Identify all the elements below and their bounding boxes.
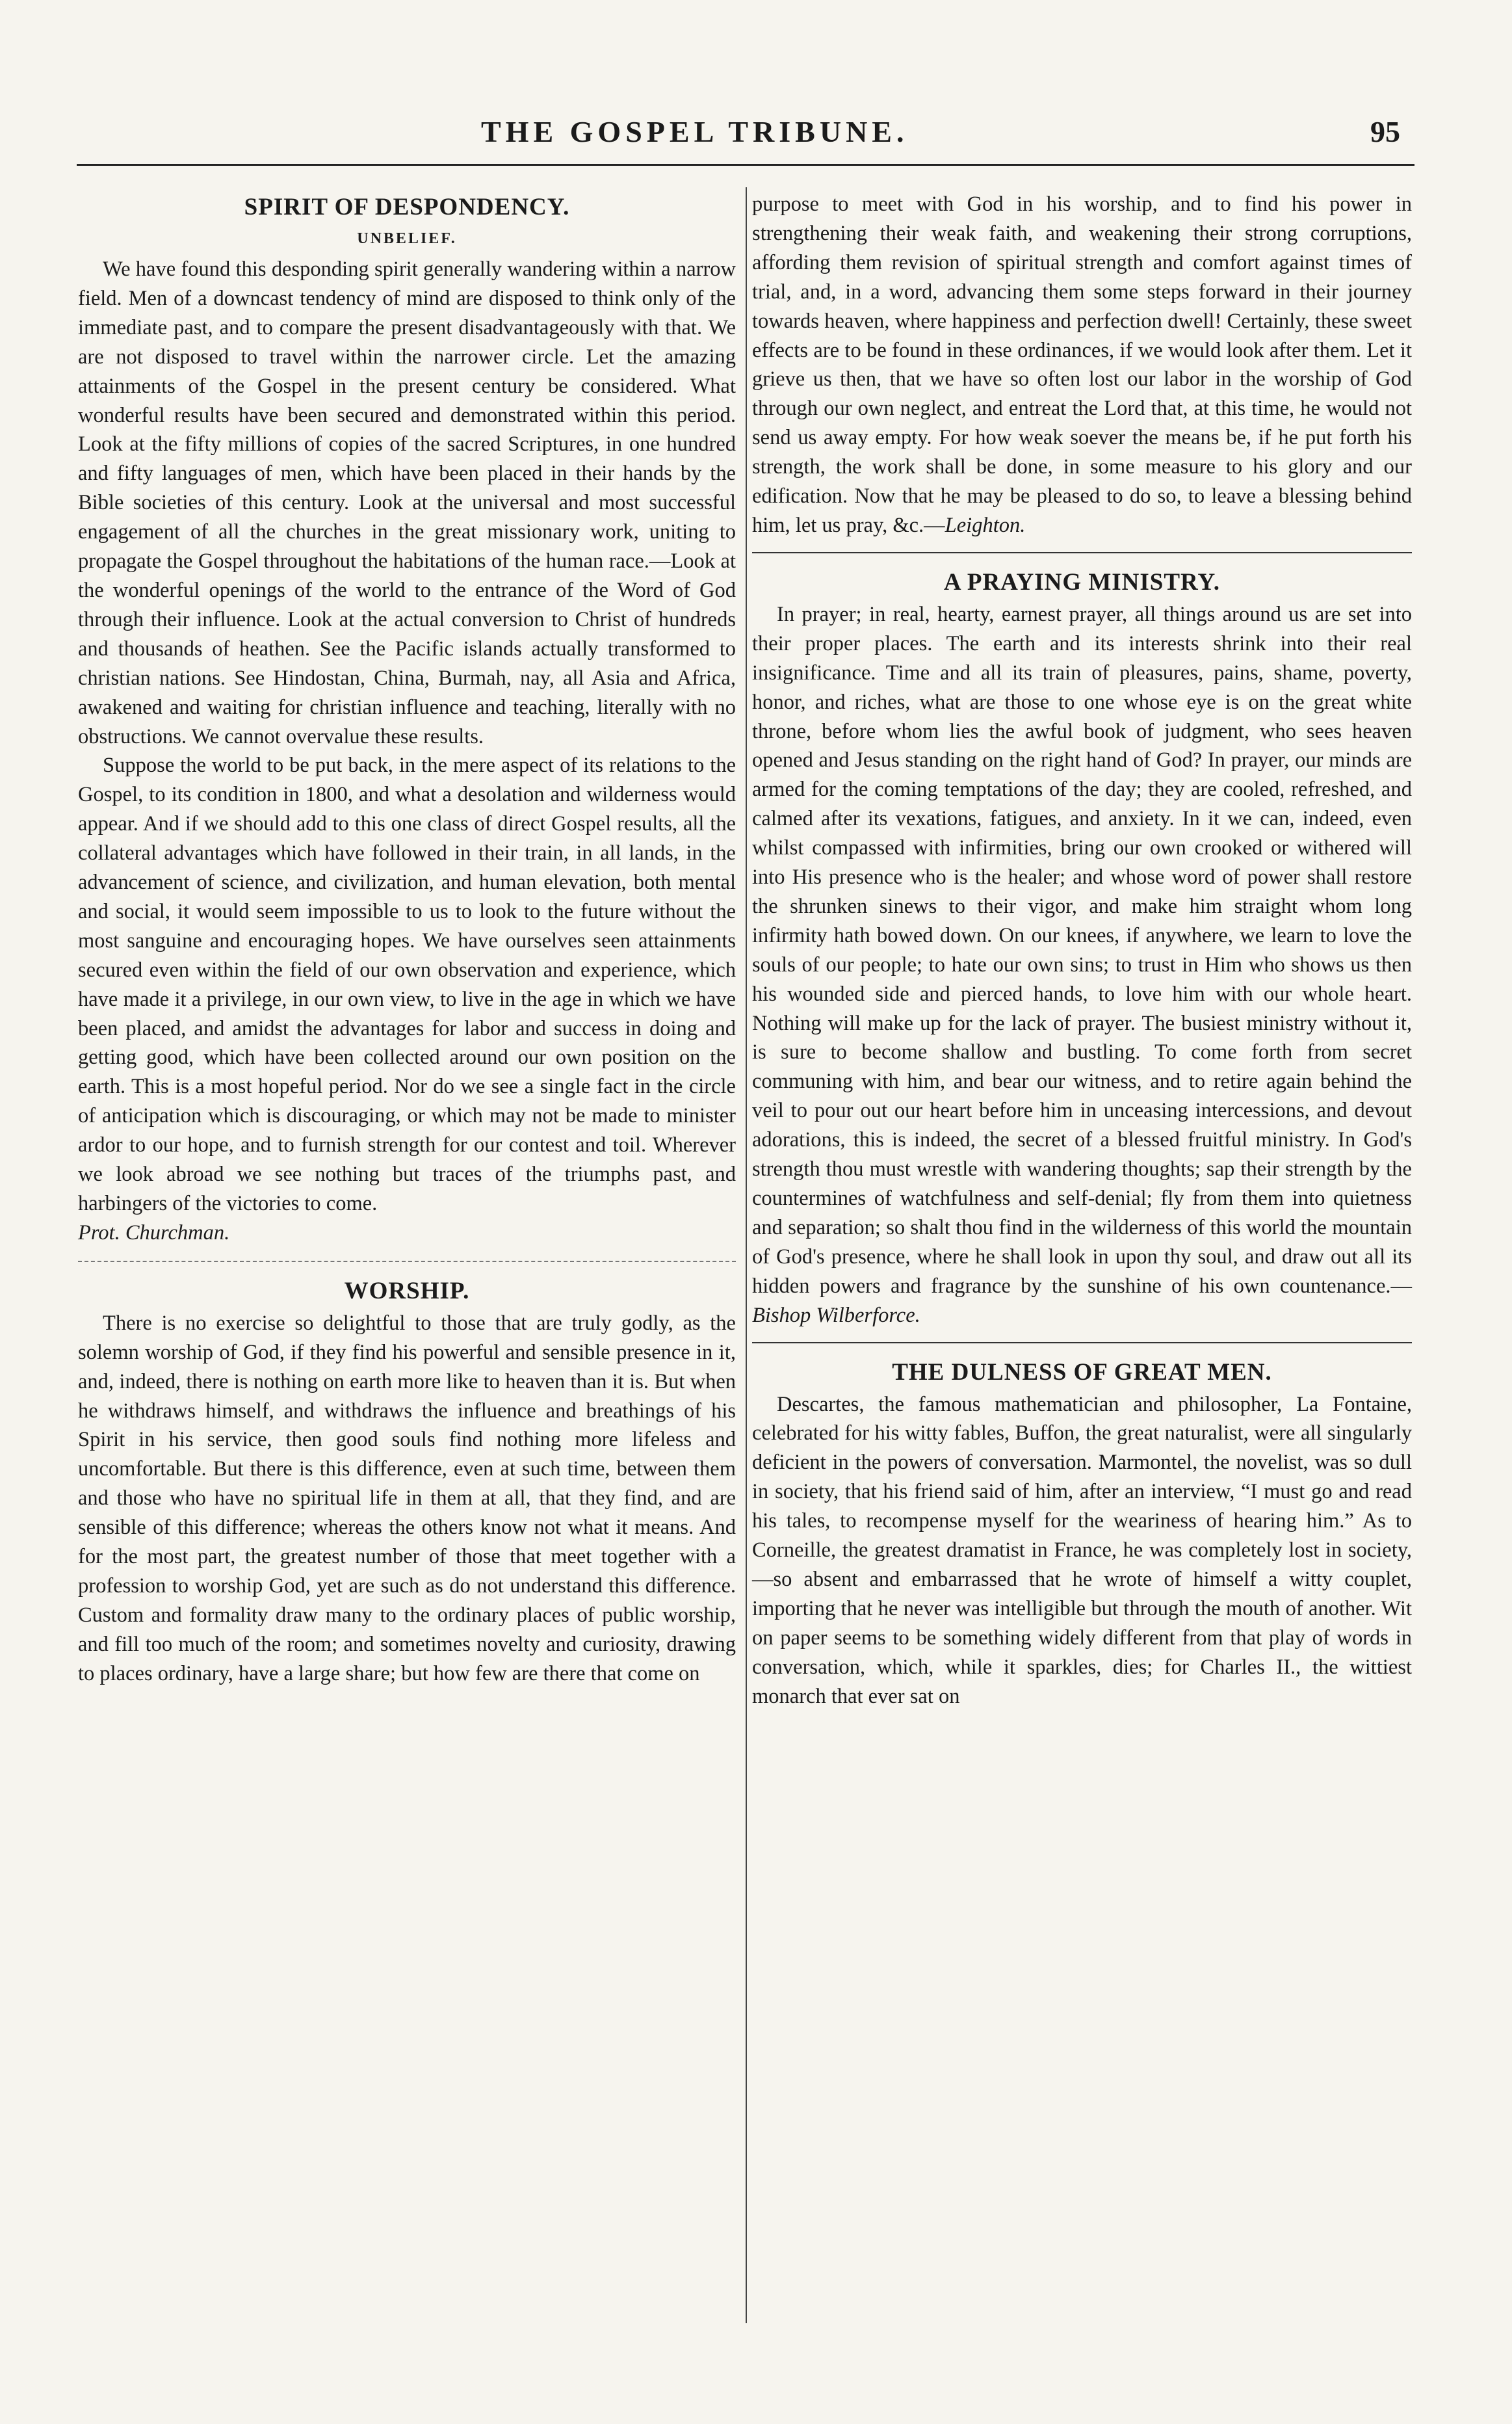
worship-paragraph-1: There is no exercise so delightful to those that are truly godly, as the solemn worship of God, if they find his powerful and sensible presence in it, and, indeed, there is nothing on earth more like to heaven than it is. But when he withdraws himself, and withdraws the influence and breathings of his Spirit in his service, then good souls find nothing more lifeless and uncomfortable. But there is this difference, even at such time, between them and those who have no spiritual life in them at all, that they find, and are sensible of this difference; whereas the others know not what it means. And for the most part, the greatest number of those that meet together with a profession to worship God, yet are such as do not understand this difference. Custom and formality draw many to the ordinary places of public worship, and fill too much of the room; and sometimes novelty and curiosity, drawing to places ordinary, have a large share; but how few are there that come on: [78, 1311, 736, 1685]
ministry-paragraph-1: [752, 600, 1412, 1330]
article-title-despondency: SPIRIT OF DESPONDENCY.: [244, 194, 570, 220]
article-title-worship: WORSHIP.: [344, 1277, 470, 1304]
worship-paragraph-continued: [752, 190, 1412, 540]
section-divider: [78, 1261, 736, 1262]
ministry-attribution: Bishop Wilberforce.: [752, 1303, 920, 1327]
header-rule: [77, 164, 1414, 166]
despondency-attribution: Prot. Churchman.: [78, 1220, 230, 1245]
despondency-paragraph-1: We have found this desponding spirit generally wandering within a narrow field. Men of a downcast tendency of mind are disposed to think only of the immediate past, and to compare the present disadvantageously with that. We are not disposed to travel within the narrower circle. Let the amazing attainments of the Gospel in the present century be considered. What wonderful results have been secured and demonstrated within this period. Look at the fifty millions of copies of the sacred Scriptures, in one hundred and fifty languages of men, which have been placed in their hands by the Bible societies of this century. Look at the universal and most successful engagement of all the churches in the great missionary work, uniting to propagate the Gospel throughout the habitations of the human race.—Look at the wonderful openings of the world to the entrance of the Word of God through their influence. Look at the actual conversion to Christ of hundreds and thousands of heathen. See the Pacific islands actually transformed to christian nations. See Hindostan, China, Burmah, nay, all Asia and Africa, awakened and waiting for christian influence and teaching, literally with no obstructions. We cannot overvalue these results.: [78, 257, 736, 748]
column-divider: [746, 187, 747, 2323]
page-header-title: THE GOSPEL TRIBUNE.: [481, 115, 909, 148]
article-title-ministry: A PRAYING MINISTRY.: [943, 568, 1221, 596]
worship-continued-text: purpose to meet with God in his worship, and to find his power in strengthening their weak faith, and weakening their strong corruptions, affording them revision of spiritual strength and comfort against times of trial, and, in a word, advancing them some steps forward in their journey towards heaven, where happiness and perfection dwell! Certainly, these sweet effects are to be found in these ordinances, if we would look after them. Let it grieve us then, that we have so often lost our labor in the worship of God through our own neglect, and entreat the Lord that, at this time, he would not send us away empty. For how weak soever the means be, if he put forth his strength, the work shall be done, in some measure to his glory and our edification. Now that he may be pleased to do so, to leave a blessing behind him, let us pray, &c.—: [752, 192, 1412, 537]
article-subtitle-unbelief: UNBELIEF.: [357, 230, 457, 247]
worship-attribution: Leighton.: [945, 513, 1026, 537]
dulness-paragraph-1: Descartes, the famous mathematician and philosopher, La Fontaine, celebrated for his witty fables, Buffon, the great naturalist, were all singularly deficient in the powers of conversation. Marmontel, the novelist, was so dull in society, that his friend said of him, after an interview, “I must go and read his tales, to recompense myself for the weariness of hearing him.” As to Corneille, the greatest dramatist in France, he was completely lost in society,—so absent and embarrassed that he wrote of himself a witty couplet, importing that he never was intelligible but through the mouth of another. Wit on paper seems to be something widely different from that play of words in conversation, which, while it sparkles, dies; for Charles II., the wittiest monarch that ever sat on: [752, 1392, 1412, 1708]
despondency-attribution-line: [78, 1219, 736, 1248]
ministry-text: In prayer; in real, hearty, earnest prayer, all things around us are set into their proper places. The earth and its interests shrink into their real insignificance. Time and all its train of pleasures, pains, shame, poverty, honor, and riches, what are those to one whose eye is on the great white throne, before whom lies the awful book of judgment, who sees heaven opened and Jesus standing on the right hand of God? In prayer, our minds are armed for the coming temptations of the day; they are cooled, refreshed, and calmed after its vexations, fatigues, and anxiety. In it we can, indeed, even whilst compassed with infirmities, bring our own crooked or withered will into His presence who is the healer; and whose word of power shall restore the shrunken sinews to their vigor, and make him straight whom long infirmity hath bowed down. On our knees, if anywhere, we learn to love the souls of our people; to hate our own sins; to trust in Him who shows us then his wounded side and pierced hands, to love him with our whole heart. Nothing will make up for the lack of prayer. The busiest ministry without it, is sure to become shallow and bustling. To come forth from secret communing with him, and bear our witness, and to retire again behind the veil to pour out our heart before him in unceasing intercessions, and devout adorations, this is indeed, the secret of a blessed fruitful ministry. In God's strength thou must wrestle with wandering thoughts; sap their strength by the countermines of watchfulness and self-denial; fly from them into quietness and separation; so shalt thou find in the wilderness of this world the mountain of God's presence, where he shall look in upon thy soul, and draw out all its hidden powers and fragrance by the sunshine of his own countenance.—: [752, 602, 1412, 1298]
page-number: 95: [1370, 115, 1400, 148]
despondency-paragraph-2: Suppose the world to be put back, in the mere aspect of its relations to the Gospel, to its condition in 1800, and what a desolation and wilderness would appear. And if we should add to this one class of direct Gospel results, all the collateral advantages which have followed in their train, in all lands, in the advancement of science, and civilization, and human elevation, both mental and social, it would seem impossible to us to look to the future without the most sanguine and encouraging hopes. We have ourselves seen attainments secured even within the field of our own observation and experience, which have made it a privilege, in our own view, to live in the age in which we have been placed, and amidst the advantages for labor and success in doing and getting good, which have been collected around our own position on the earth. This is a most hopeful period. Nor do we see a single fact in the circle of anticipation which is discouraging, or which may not be made to minister ardor to our hope, and to furnish strength for our contest and toil. Wherever we look abroad we see nothing but traces of the triumphs past, and harbingers of the victories to come.: [78, 754, 736, 1215]
article-title-dulness: THE DULNESS OF GREAT MEN.: [892, 1358, 1272, 1386]
right-column: [752, 190, 1412, 1711]
section-divider: [752, 1342, 1412, 1343]
section-divider: [752, 552, 1412, 553]
left-column: [78, 190, 736, 1689]
